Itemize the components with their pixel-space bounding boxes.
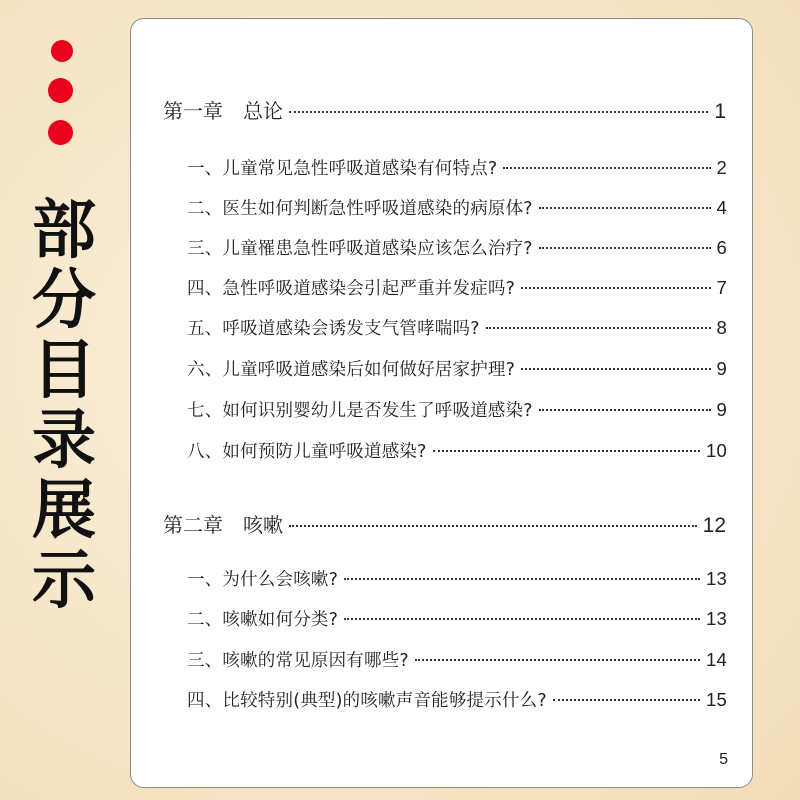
- red-dot-icon: [51, 40, 73, 62]
- toc-page-number: 9: [716, 358, 727, 379]
- red-dot-icon: [48, 120, 73, 145]
- dot-leader: [344, 578, 700, 580]
- toc-item: [187, 235, 727, 260]
- toc-item: [187, 275, 727, 300]
- toc-item: [187, 438, 727, 463]
- toc-item: [187, 155, 727, 180]
- toc-label: 六、儿童呼吸道感染后如何做好居家护理?: [187, 360, 516, 380]
- toc-item: [187, 315, 727, 340]
- toc-page-number: 14: [706, 649, 727, 670]
- dot-leader: [289, 525, 697, 527]
- toc-chapter-2: [163, 509, 726, 538]
- toc-item: [187, 566, 727, 591]
- toc-item: [187, 195, 727, 220]
- dot-leader: [521, 287, 710, 289]
- dot-leader: [503, 167, 710, 169]
- side-title-char: 录: [32, 404, 96, 478]
- toc-label: 八、如何预防儿童呼吸道感染?: [187, 442, 427, 462]
- toc-label: 三、咳嗽的常见原因有哪些?: [187, 651, 409, 671]
- side-title-char: 目: [32, 334, 96, 408]
- toc-page-number: 4: [716, 197, 727, 218]
- red-dot-icon: [48, 78, 73, 103]
- toc-page-number: 1: [714, 100, 726, 123]
- toc-page-number: 13: [706, 568, 727, 589]
- page-number: 5: [719, 751, 728, 768]
- side-title-char: 展: [32, 474, 96, 548]
- toc-label: 二、医生如何判断急性呼吸道感染的病原体?: [187, 199, 533, 219]
- toc-item: [187, 606, 727, 631]
- dot-leader: [415, 659, 700, 661]
- dot-leader: [486, 327, 711, 329]
- toc-item: [187, 397, 727, 422]
- toc-page-number: 2: [716, 157, 727, 178]
- dot-leader: [553, 699, 700, 701]
- dot-leader: [539, 247, 711, 249]
- side-title-char: 部: [32, 194, 96, 268]
- toc-page-number: 7: [716, 277, 727, 298]
- toc-label: 三、儿童罹患急性呼吸道感染应该怎么治疗?: [187, 239, 533, 259]
- toc-page-number: 15: [706, 689, 727, 710]
- toc-label: 第一章 总论: [163, 99, 283, 123]
- toc-page-number: 13: [706, 608, 727, 629]
- toc-page-number: 8: [716, 317, 727, 338]
- toc-label: 四、比较特别(典型)的咳嗽声音能够提示什么?: [187, 691, 547, 711]
- toc-label: 七、如何识别婴幼儿是否发生了呼吸道感染?: [187, 401, 533, 421]
- dot-leader: [539, 207, 711, 209]
- side-title-char: 示: [32, 544, 96, 618]
- toc-page: [130, 18, 753, 788]
- toc-item: [187, 356, 727, 381]
- toc-item: [187, 687, 727, 712]
- toc-page-number: 6: [716, 237, 727, 258]
- dot-leader: [433, 450, 700, 452]
- toc-label: 四、急性呼吸道感染会引起严重并发症吗?: [187, 279, 516, 299]
- toc-page-number: 9: [716, 399, 727, 420]
- toc-label: 二、咳嗽如何分类?: [187, 610, 339, 630]
- toc-label: 一、儿童常见急性呼吸道感染有何特点?: [187, 159, 498, 179]
- dot-leader: [539, 409, 711, 411]
- toc-label: 一、为什么会咳嗽?: [187, 570, 339, 590]
- toc-item: [187, 647, 727, 672]
- toc-page-number: 10: [706, 440, 727, 461]
- dot-leader: [289, 111, 708, 113]
- toc-label: 第二章 咳嗽: [163, 513, 283, 537]
- side-title: [28, 196, 100, 616]
- toc-label: 五、呼吸道感染会诱发支气管哮喘吗?: [187, 319, 480, 339]
- dot-leader: [521, 368, 710, 370]
- side-title-char: 分: [32, 264, 96, 338]
- toc-chapter-1: [163, 95, 726, 124]
- dot-leader: [344, 618, 700, 620]
- toc-page-number: 12: [702, 514, 726, 537]
